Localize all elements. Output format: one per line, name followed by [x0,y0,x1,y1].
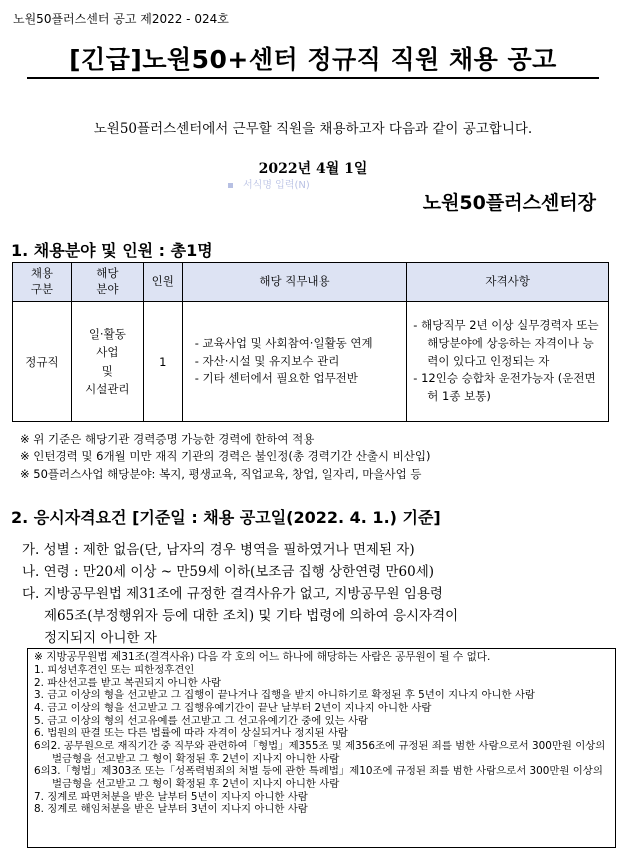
header-category [13,263,72,302]
disqualification-heading: ※ 지방공무원법 제31조(결격사유) 다음 각 호의 어느 하나에 해당하는 사람은 공무원이 될 수 없다. [34,651,491,663]
announcement-date: 2022년 4월 1일 [258,161,368,177]
disqualification-item: 7. 징계로 파면처분을 받은 날부터 5년이 지나지 아니한 사람 [34,790,308,803]
watermark-text: 서식명 입력(N) [243,180,310,191]
page-title: [긴급]노원50+센터 정규직 직원 채용 공고 [69,45,557,74]
disqualification-item: 6. 법원의 판결 또는 다른 법률에 따라 자격이 상실되거나 정지된 사람 [34,727,348,740]
cell-qualifications [407,302,609,422]
header-field [71,263,143,302]
cell-field-line: 시설관리 [85,381,130,396]
table-header-row [13,263,609,302]
disqualification-item: 4. 금고 이상의 형을 선고받고 그 집행유예기간이 끝난 날부터 2년이 지나지 아니한 사람 [34,701,432,714]
cell-duties [182,302,407,422]
duty-item: - 자산·시설 및 유지보수 관리 [194,353,340,368]
eligibility-item-continued: 정지되지 아니한 자 [44,630,157,646]
section1-heading: 1. 채용분야 및 인원 : 총1명 [11,241,213,260]
section2-heading: 2. 응시자격요건 [기준일 : 채용 공고일(2022. 4. 1.) 기준] [11,508,441,527]
table-notes [20,431,431,483]
header-qualification: 자격사항 [407,263,609,302]
disqualification-item: 8. 징계로 해임처분을 받은 날부터 3년이 지나지 아니한 사람 [34,803,308,816]
eligibility-item-continued: 제65조(부정행위자 등에 대한 조치) 및 기타 법령에 의하여 응시자격이 [44,608,459,624]
disqualification-item: 1. 피성년후견인 또는 피한정후견인 [34,663,195,676]
watermark [228,176,310,191]
intro-text: 노원50플러스센터에서 근무할 직원을 채용하고자 다음과 같이 공고합니다. [93,121,533,137]
disqualification-item: 6의3.「형법」제303조 또는「성폭력범죄의 처벌 등에 관한 특례법」제10조에 규정된 죄를 범한 사람으로서 300만원 이상의 벌금형을 선고받고 그 형이 확정된 후 2년이 지나지 아니한 사람 [34,765,603,791]
note-item: ※ 인턴경력 및 6개월 미만 재직 기관의 경력은 불인정(총 경력기간 산출시 비산입) [20,449,431,464]
cell-field-line: 일·활동 [88,326,126,341]
title-underline [27,77,599,79]
disqualification-item: 3. 금고 이상의 형을 선고받고 그 집행이 끝나거나 집행을 받지 아니하기로 확정된 후 5년이 지나지 아니한 사람 [34,689,535,702]
header-field-line: 분야 [96,282,119,296]
document-number: 노원50플러스센터 공고 제2022 - 024호 [13,12,229,26]
header-category-line: 구분 [30,282,54,296]
signature: 노원50플러스센터장 [422,192,596,214]
disqualification-item: 2. 파산선고를 받고 복권되지 아니한 사람 [34,676,222,689]
eligibility-item: 나. 연령 : 만20세 이상 ~ 만59세 이하(보조금 집행 상한연령 만60세) [22,564,435,580]
note-item: ※ 50플러스사업 해당분야: 복지, 평생교육, 직업교육, 창업, 일자리, 마을사업 등 [20,466,422,481]
cell-field [71,302,143,422]
header-duty: 해당 직무내용 [182,263,407,302]
disqualification-box [27,648,616,848]
note-item: ※ 위 기준은 해당기관 경력증명 가능한 경력에 한하여 적용 [20,432,315,446]
disqualification-item: 5. 금고 이상의 형의 선고유예를 선고받고 그 선고유예기간 중에 있는 사람 [34,714,369,727]
qualification-item: - 12인승 승합차 운전가능자 (운전면허 1종 보통) [413,371,596,404]
eligibility-item: 다. 지방공무원법 제31조에 규정한 결격사유가 없고, 지방공무원 임용령 [22,586,443,602]
cell-count: 1 [143,302,182,422]
header-category-line: 채용 [30,266,54,281]
duty-item: - 기타 센터에서 필요한 업무전반 [194,371,358,386]
header-count: 인원 [143,263,182,302]
disqualification-item: 6의2. 공무원으로 재직기간 중 직무와 관련하여「형법」제355조 및 제356조에 규정된 죄를 범한 사람으로서 300만원 이상의 벌금형을 선고받고 그 형이 확정된 후 2년이 지나지 아니한 사람 [34,740,606,765]
cell-category: 정규직 [13,302,72,422]
cell-field-line: 사업 [96,345,119,360]
qualification-item: - 해당직무 2년 이상 실무경력자 또는 해당분야에 상응하는 자격이나 능력이 있다고 인정되는 자 [413,317,599,368]
duty-item: - 교육사업 및 사회참여·일활동 연계 [194,335,373,350]
eligibility-list [22,539,612,649]
table-row [13,302,609,422]
cell-field-line: 및 [101,363,113,378]
eligibility-item: 가. 성별 : 제한 없음(단, 남자의 경우 병역을 필하였거나 면제된 자) [22,542,415,558]
recruitment-table [12,262,609,422]
watermark-dot-icon [228,183,233,188]
header-field-line: 해당 [96,266,119,281]
